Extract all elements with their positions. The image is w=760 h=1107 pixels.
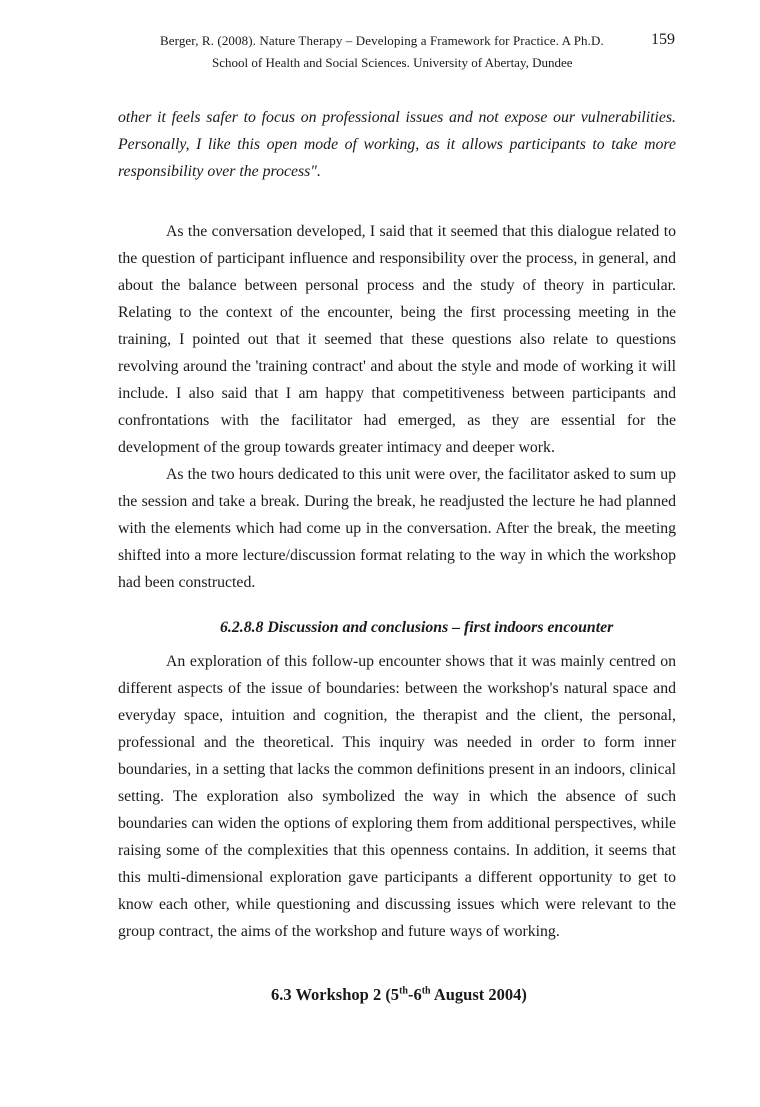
workshop-heading [271, 985, 527, 1005]
workshop-heading-sup-1: th [399, 985, 408, 997]
workshop-heading-middle: -6 [407, 985, 422, 1004]
page-number: 159 [651, 31, 675, 48]
workshop-heading-sup-2: th [421, 985, 431, 997]
workshop-heading-prefix: 6.3 Workshop 2 (5 [271, 985, 400, 1004]
header-citation: Berger, R. (2008). Nature Therapy – Developing a Framework for Practice. A Ph.D. [160, 33, 604, 48]
header-school: School of Health and Social Sciences. University of Abertay, Dundee [212, 55, 573, 70]
body-paragraph-1: As the conversation developed, I said that it seemed that this dialogue related to the question of participant influence and responsibility over the process, in general, and about the balance between personal process and the study of theory in particular. Relating to the context of the encounter, being the first processing meeting in the training, I pointed out that it seemed that these questions also relate to questions revolving around the 'training contract' and about the style and mode of working it will include. I also said that I am happy that competitiveness between participants and confrontations with the facilitator had emerged, as they are essential for the development of the group towards greater intimacy and deeper work. [118, 223, 676, 456]
section-heading: 6.2.8.8 Discussion and conclusions – first indoors encounter [220, 619, 614, 636]
workshop-heading-suffix: August 2004) [430, 985, 527, 1004]
body-paragraph-2: As the two hours dedicated to this unit were over, the facilitator asked to sum up the session and take a break. During the break, he readjusted the lecture he had planned with the elements which had come up in the conversation. After the break, the meeting shifted into a more lecture/discussion format relating to the way in which the workshop had been constructed. [118, 466, 676, 591]
quote-paragraph: other it feels safer to focus on professional issues and not expose our vulnerabilities. Personally, I like this open mode of working, as it allows participants to take more responsibility over the process". [118, 109, 676, 180]
body-paragraph-3: An exploration of this follow-up encounter shows that it was mainly centred on different aspects of the issue of boundaries: between the workshop's natural space and everyday space, intuition and cognition, the therapist and the client, the personal, professional and the theoretical. This inquiry was needed in order to form inner boundaries, in a setting that lacks the common definitions present in an indoors, clinical setting. The exploration also symbolized the way in which the absence of such boundaries can widen the options of exploring them from additional perspectives, while raising some of the complexities that this openness contains. In addition, it seems that this multi-dimensional exploration gave participants a different opportunity to get to know each other, while questioning and discussing issues which were relevant to the group contract, the aims of the workshop and future ways of working. [118, 653, 676, 940]
